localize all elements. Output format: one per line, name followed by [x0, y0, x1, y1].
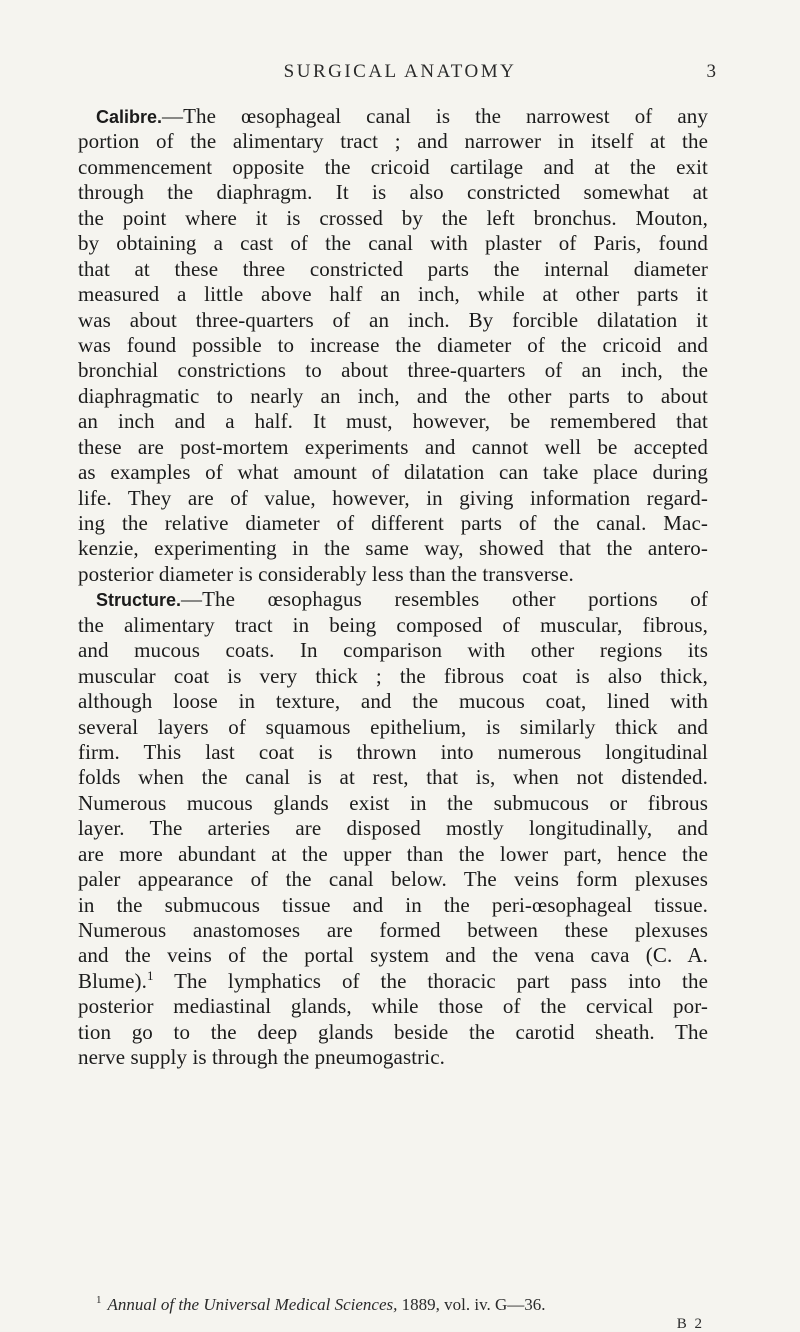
signature-mark: B 2: [676, 1316, 704, 1332]
text-line: an inch and a half. It must, however, be remembered that: [78, 409, 708, 434]
calibre-paragraph: [78, 104, 708, 587]
text-line: although loose in texture, and the mucous coat, lined with: [78, 689, 708, 714]
page-number: 3: [706, 61, 716, 82]
text-line: posterior mediastinal glands, while those of the cervical por-: [78, 994, 708, 1019]
text-line: nerve supply is through the pneumogastric.: [78, 1045, 445, 1070]
running-header: [0, 61, 800, 87]
text-line: the point where it is crossed by the left bronchus. Mouton,: [78, 205, 708, 230]
text-line: was about three-quarters of an inch. By forcible dilatation it: [78, 307, 708, 332]
text-line: by obtaining a cast of the canal with plaster of Paris, found: [78, 231, 708, 256]
text-line: through the diaphragm. It is also constricted somewhat at: [78, 180, 708, 205]
body-text: [78, 104, 708, 1071]
text-line: portion of the alimentary tract ; and narrower in itself at the: [78, 129, 708, 154]
text-line: Numerous anastomoses are formed between these plexuses: [78, 918, 708, 942]
text-line: commencement opposite the cricoid cartilage and at the exit: [78, 154, 708, 179]
text-line: bronchial constrictions to about three-quarters of an inch, the: [78, 358, 708, 383]
text-line: and the veins of the portal system and the vena cava (C. A.: [78, 943, 708, 968]
text-line: Structure.—The œsophagus resembles other portions of: [96, 587, 708, 612]
footnote: [96, 1295, 708, 1315]
text-line: ing the relative diameter of different parts of the canal. Mac-: [78, 511, 708, 535]
text-line: folds when the canal is at rest, that is, when not distended.: [78, 765, 708, 790]
footnote-reference: 1: [146, 967, 154, 983]
text-line: the alimentary tract in being composed of muscular, fibrous,: [78, 612, 708, 637]
calibre-heading: Calibre.: [96, 107, 163, 127]
text-line: that at these three constricted parts the internal diameter: [78, 256, 708, 281]
text-line: Numerous mucous glands exist in the submucous or fibrous: [78, 790, 708, 815]
footnote-details: 1889, vol. iv. G—36.: [397, 1295, 546, 1314]
running-title: SURGICAL ANATOMY: [283, 61, 517, 82]
text-line: was found possible to increase the diameter of the cricoid and: [78, 332, 708, 357]
text-line: tion go to the deep glands beside the carotid sheath. The: [78, 1019, 708, 1044]
text-line: and mucous coats. In comparison with other regions its: [78, 638, 708, 663]
text-line: kenzie, experimenting in the same way, showed that the antero-: [78, 536, 708, 561]
text-line: Blume).$^1$ The lymphatics of the thoracic part pass into the: [78, 967, 708, 993]
text-line: posterior diameter is considerably less than the transverse.: [78, 561, 574, 586]
text-line: life. They are of value, however, in giving information regard-: [78, 485, 708, 510]
text-line: measured a little above half an inch, while at other parts it: [78, 282, 708, 307]
text-line: are more abundant at the upper than the lower part, hence the: [78, 841, 708, 866]
text-line: in the submucous tissue and in the peri-œsophageal tissue.: [78, 892, 708, 917]
structure-paragraph: [78, 587, 708, 1070]
text-line: several layers of squamous epithelium, is similarly thick and: [78, 714, 708, 739]
text-line: muscular coat is very thick ; the fibrous coat is also thick,: [78, 663, 708, 688]
structure-heading: Structure.: [96, 590, 182, 611]
text-line: these are post-mortem experiments and cannot well be accepted: [78, 434, 708, 459]
text-line: layer. The arteries are disposed mostly longitudinally, and: [78, 816, 708, 841]
text-line: diaphragmatic to nearly an inch, and the other parts to about: [78, 383, 708, 408]
footnote-mark: 1: [96, 1294, 102, 1307]
footnote-source: Annual of the Universal Medical Sciences,: [107, 1295, 398, 1314]
text-line: paler appearance of the canal below. The veins form plexuses: [78, 867, 708, 892]
text-line: Calibre.—The œsophageal canal is the narrowest of any: [96, 104, 708, 128]
text-line: as examples of what amount of dilatation can take place during: [78, 460, 708, 485]
text-line: firm. This last coat is thrown into numerous longitudinal: [78, 739, 708, 764]
